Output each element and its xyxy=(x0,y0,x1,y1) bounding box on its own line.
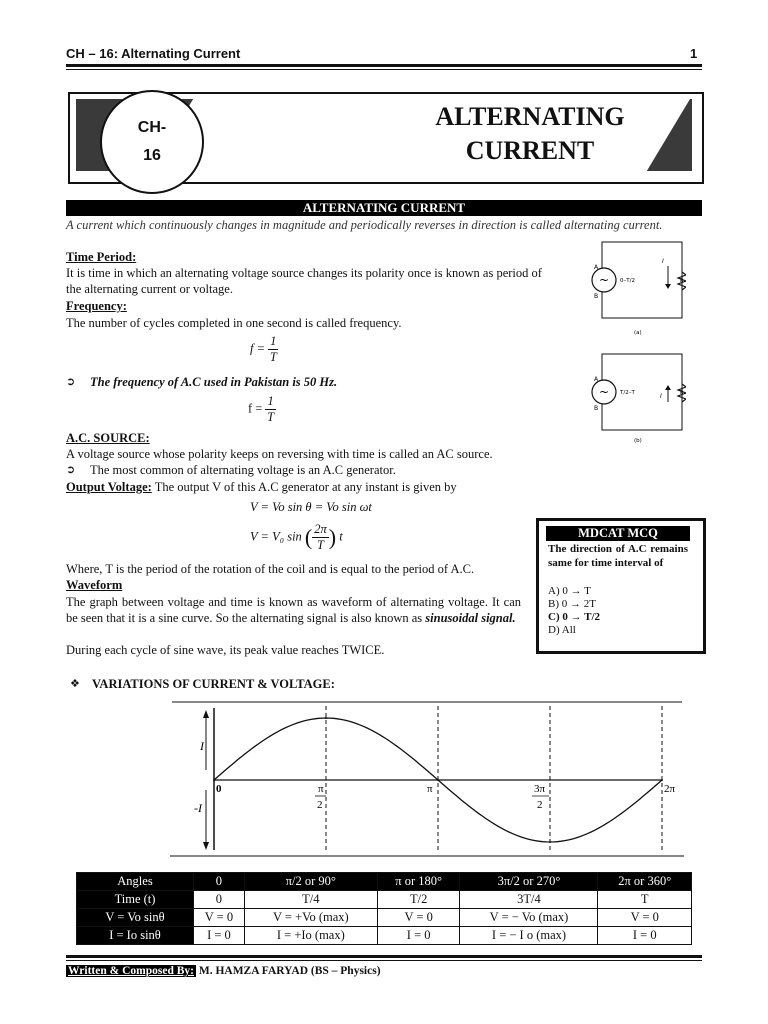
table-header-row xyxy=(77,873,692,891)
ac-source-bullet: The most common of alternating voltage is an A.C generator. xyxy=(90,463,396,477)
variations-heading: VARIATIONS OF CURRENT & VOLTAGE: xyxy=(92,677,335,691)
header-rule-thin xyxy=(66,69,702,70)
frequency-formula-2 xyxy=(248,394,276,425)
period-where-text: Where, T is the period of the rotation of the coil and is equal to the period of A.C. xyxy=(66,562,475,576)
table-cell: V = 0 xyxy=(194,909,245,927)
circuit-b-source-label: T/2–T xyxy=(620,390,635,396)
pakistan-frequency-note: The frequency of A.C used in Pakistan is 50 Hz. xyxy=(90,375,338,389)
mcq-question: The direction of A.C remains same for time interval of xyxy=(548,543,688,569)
peak-value-text: During each cycle of sine wave, its peak value reaches TWICE. xyxy=(66,643,385,657)
chapter-title xyxy=(380,100,680,168)
circuit-a-resistor-label: R xyxy=(680,278,684,284)
y-arrow-up-head xyxy=(203,710,209,718)
arrow-bullet-icon: ➲ xyxy=(66,375,76,388)
table-cell: I = 0 xyxy=(598,927,692,945)
tick-label-two-pi: 2π xyxy=(664,783,676,795)
sine-wave-chart xyxy=(170,700,684,860)
table-cell: 0 xyxy=(194,891,245,909)
waveform-text-body: The graph between voltage and time is known as waveform of alternating voltage. It can be seen that it is a sine curve. So the alternating signal is also known as xyxy=(66,595,521,625)
tick-label-pi-half-den: 2 xyxy=(317,799,323,811)
output-voltage-line xyxy=(66,479,536,495)
table-row-header: V = Vo sinθ xyxy=(77,909,194,927)
circuit-diagram-a xyxy=(586,238,686,338)
table-cell: I = 0 xyxy=(194,927,245,945)
frequency-heading: Frequency: xyxy=(66,299,127,313)
table-header-cell: π/2 or 90° xyxy=(244,873,377,891)
mcq-option-c: C) 0 → T/2 xyxy=(548,611,601,623)
tick-label-pi: π xyxy=(427,783,433,795)
time-period-text: It is time in which an alternating voltage source changes its polarity once is known as period of the alternating current or voltage. xyxy=(66,266,542,296)
table-row xyxy=(77,927,692,945)
circuit-a-terminal-b: B xyxy=(594,293,599,300)
table-cell: I = − I o (max) xyxy=(460,927,598,945)
data-point-2 xyxy=(437,779,439,781)
table-cell: 3T/4 xyxy=(460,891,598,909)
tick-label-three-pi-half-den: 2 xyxy=(537,799,543,811)
circuit-b-terminal-b: B xyxy=(594,405,599,412)
data-point-1 xyxy=(325,717,327,719)
page-number: 1 xyxy=(690,46,698,61)
formula-numerator: 1 xyxy=(270,334,277,348)
circuit-a-current-label: I xyxy=(662,258,664,265)
mcq-heading: MDCAT MCQ xyxy=(546,526,690,541)
table-cell: T/4 xyxy=(244,891,377,909)
circuit-diagram-b xyxy=(586,350,686,446)
frequency-formula xyxy=(250,334,278,365)
y-label-negative: -I xyxy=(194,801,202,815)
chapter-number-badge xyxy=(100,90,204,194)
y-label-positive: I xyxy=(200,739,204,753)
chapter-label: CH- xyxy=(137,119,167,136)
formula2-fraction xyxy=(265,394,275,425)
data-point-0 xyxy=(213,779,215,781)
data-point-3 xyxy=(549,841,551,843)
table-cell: I = +Io (max) xyxy=(244,927,377,945)
mcq-option-d: D) All xyxy=(548,624,576,636)
eq2-denominator: T xyxy=(317,538,324,552)
table-header-cell: 2π or 360° xyxy=(598,873,692,891)
tick-label-pi-half-num: π xyxy=(318,783,324,795)
table-cell: V = +Vo (max) xyxy=(244,909,377,927)
circuit-b-terminal-a: A xyxy=(594,376,599,383)
eq2-fraction xyxy=(312,522,329,553)
formula2-lhs: f = xyxy=(248,401,263,416)
formula-lhs: f = xyxy=(250,341,266,356)
footer-label: Written & Composed By: xyxy=(68,965,194,977)
svg-text:~: ~ xyxy=(598,385,610,399)
table-cell: V = 0 xyxy=(377,909,460,927)
eq2-numerator: 2π xyxy=(314,522,327,536)
mcq-option-a: A) 0 → T xyxy=(548,585,591,597)
table-cell: T/2 xyxy=(377,891,460,909)
formula-fraction xyxy=(268,334,278,365)
table-row-header: Time (t) xyxy=(77,891,194,909)
table-cell: I = 0 xyxy=(377,927,460,945)
chapter-title-line2: CURRENT xyxy=(465,136,595,165)
table-header-cell: π or 180° xyxy=(377,873,460,891)
arrow-bullet-icon: ➲ xyxy=(66,463,76,476)
circuit-a-source-label: 0–T/2 xyxy=(620,278,635,284)
voltage-equation-1: V = Vo sin θ = Vo sin ωt xyxy=(250,500,372,514)
circuit-b-caption: (b) xyxy=(634,438,642,444)
variation-table xyxy=(76,872,692,945)
formula2-denominator: T xyxy=(267,410,275,424)
table-row xyxy=(77,891,692,909)
output-voltage-text: The output V of this A.C generator at any instant is given by xyxy=(154,480,457,494)
chapter-number: 16 xyxy=(143,147,161,164)
output-voltage-heading: Output Voltage: xyxy=(66,480,152,494)
table-cell: V = 0 xyxy=(598,909,692,927)
tick-label-zero: 0 xyxy=(216,783,222,795)
section-title: ALTERNATING CURRENT xyxy=(66,200,702,216)
table-row-header: I = Io sinθ xyxy=(77,927,194,945)
waveform-text xyxy=(66,594,521,626)
circuit-a-caption: (a) xyxy=(634,330,642,336)
table-header-cell: 0 xyxy=(194,873,245,891)
table-header-cell: Angles xyxy=(77,873,194,891)
page-header-title: CH – 16: Alternating Current xyxy=(66,46,241,61)
data-point-4 xyxy=(661,779,663,781)
circuit-b-resistor-label: R xyxy=(680,390,684,396)
ac-source-text: A voltage source whose polarity keeps on reversing with time is called an AC source. xyxy=(66,447,493,461)
eq2-tail: t xyxy=(339,529,343,544)
table-header-cell: 3π/2 or 270° xyxy=(460,873,598,891)
footer-rule xyxy=(66,955,702,958)
mcq-option-b: B) 0 → 2T xyxy=(548,598,596,610)
intro-definition: A current which continuously changes in magnitude and periodically reverses in direction is called alternating current. xyxy=(66,218,663,232)
footer-author: M. HAMZA FARYAD (BS – Physics) xyxy=(198,965,381,977)
chart-guides xyxy=(326,706,662,852)
header-rule xyxy=(66,64,702,67)
table-row xyxy=(77,909,692,927)
voltage-equation-2: V = V₀ sin ( $\frac{2\pi}{T}$ ) t xyxy=(250,522,343,552)
tick-label-three-pi-half-num: 3π xyxy=(534,783,546,795)
chapter-title-line1: ALTERNATING xyxy=(435,102,625,131)
footer-credit xyxy=(66,965,381,977)
diamond-bullet-icon: ❖ xyxy=(70,677,80,690)
formula-denominator: T xyxy=(269,350,277,364)
table-cell: T xyxy=(598,891,692,909)
frequency-text: The number of cycles completed in one second is called frequency. xyxy=(66,316,402,330)
waveform-heading: Waveform xyxy=(66,578,123,592)
y-arrow-down-head xyxy=(203,842,209,850)
circuit-a-terminal-a: A xyxy=(594,264,599,271)
ac-source-heading: A.C. SOURCE: xyxy=(66,431,150,445)
eq2-lhs: V = V₀ sin xyxy=(250,529,302,544)
circuit-b-current-label: I xyxy=(660,393,662,400)
formula2-numerator: 1 xyxy=(267,394,274,408)
svg-text:~: ~ xyxy=(598,273,610,287)
table-cell: V = − Vo (max) xyxy=(460,909,598,927)
waveform-emphasis: sinusoidal signal. xyxy=(425,611,516,625)
time-period-heading: Time Period: xyxy=(66,250,137,264)
footer-rule-thin xyxy=(66,960,702,961)
